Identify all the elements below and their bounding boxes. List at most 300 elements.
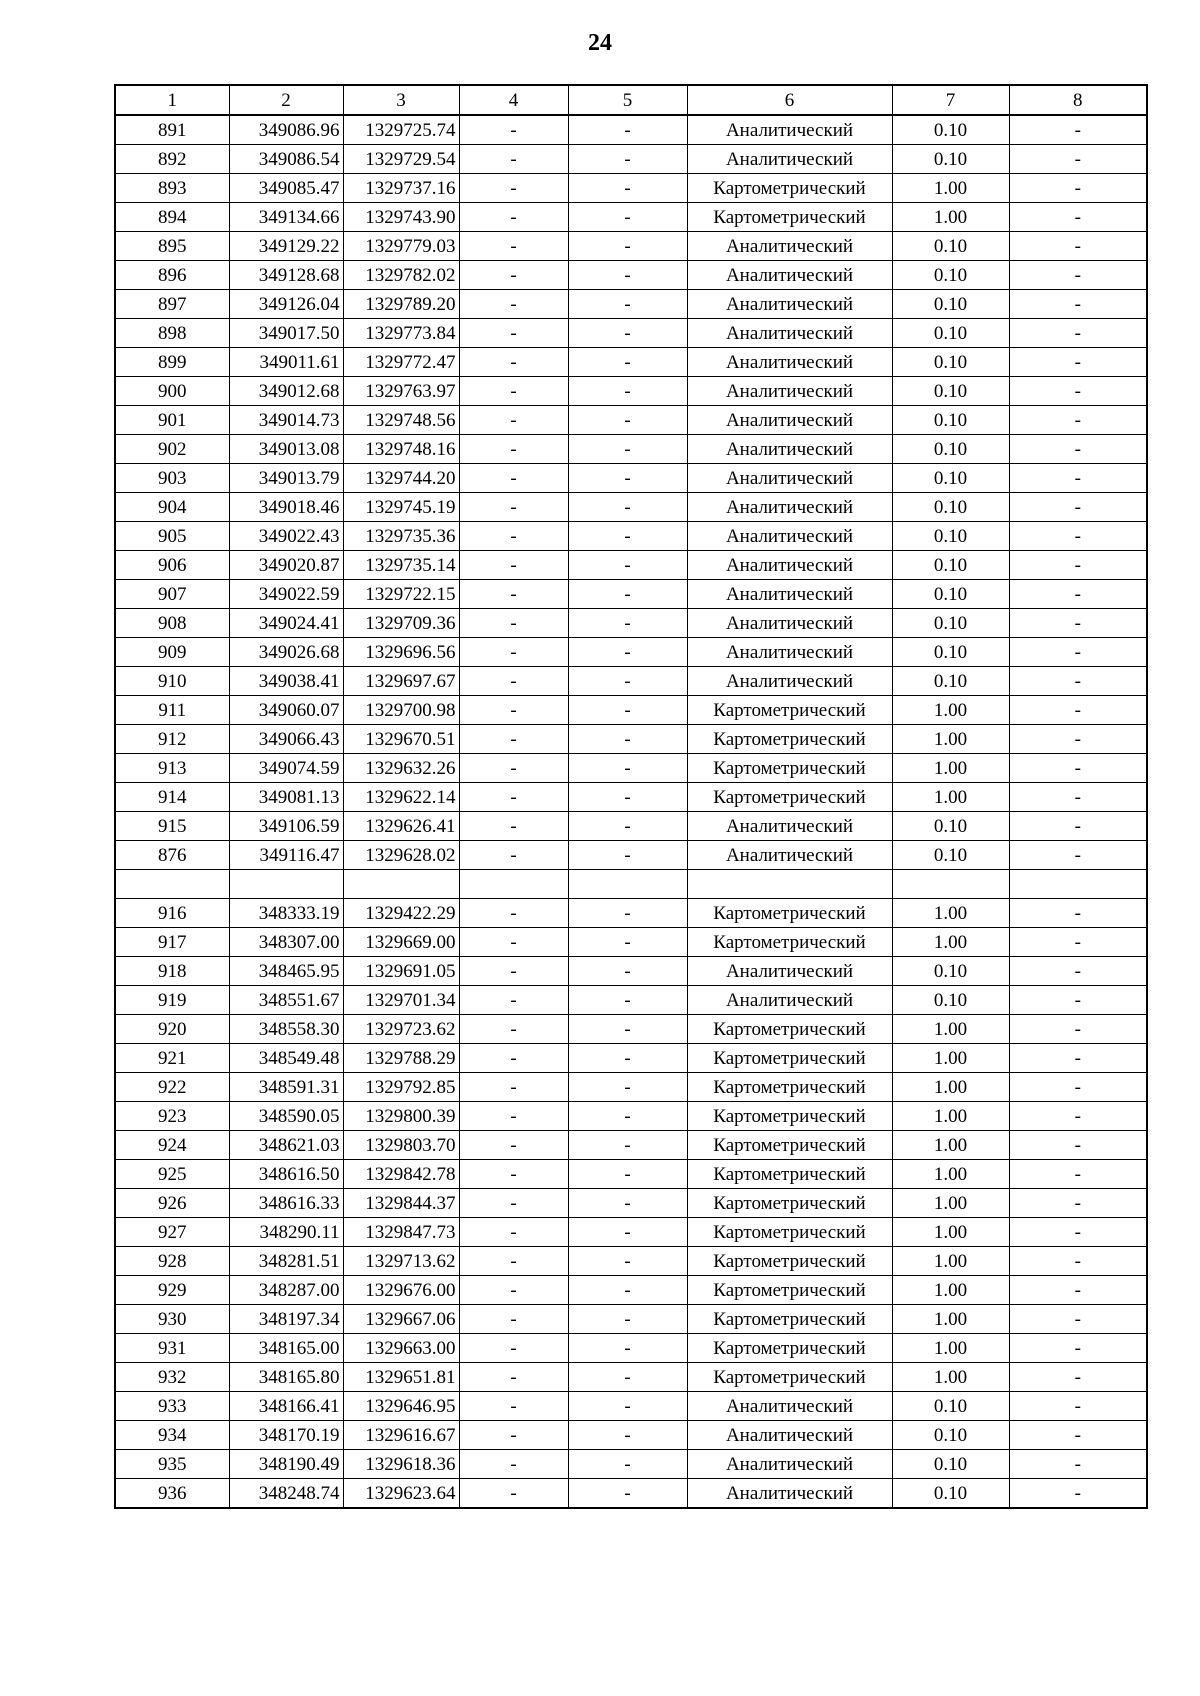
table-row (115, 115, 1147, 145)
method-cell: Аналитический (687, 986, 892, 1015)
column-5-cell: - (568, 115, 687, 145)
column-5-cell: - (568, 1421, 687, 1450)
y-coordinate-cell: 1329628.02 (343, 841, 459, 870)
y-coordinate-cell: 1329844.37 (343, 1189, 459, 1218)
y-coordinate-cell: 1329745.19 (343, 493, 459, 522)
table-row (115, 1189, 1147, 1218)
table-row (115, 609, 1147, 638)
y-coordinate-cell: 1329676.00 (343, 1276, 459, 1305)
x-coordinate-cell: 349085.47 (229, 174, 343, 203)
table-row (115, 1073, 1147, 1102)
table-row (115, 1363, 1147, 1392)
column-4-cell: - (459, 1421, 568, 1450)
table-row (115, 754, 1147, 783)
column-8-cell: - (1009, 1305, 1147, 1334)
accuracy-cell: 0.10 (892, 261, 1009, 290)
x-coordinate-cell: 348591.31 (229, 1073, 343, 1102)
method-cell: Аналитический (687, 115, 892, 145)
column-8-cell: - (1009, 1334, 1147, 1363)
point-number-cell: 911 (115, 696, 229, 725)
y-coordinate-cell: 1329422.29 (343, 899, 459, 928)
method-cell: Картометрический (687, 1073, 892, 1102)
method-cell: Аналитический (687, 319, 892, 348)
point-number-cell: 899 (115, 348, 229, 377)
point-number-cell: 936 (115, 1479, 229, 1509)
accuracy-cell: 1.00 (892, 1015, 1009, 1044)
method-cell: Аналитический (687, 841, 892, 870)
y-coordinate-cell: 1329723.62 (343, 1015, 459, 1044)
point-number-cell: 915 (115, 812, 229, 841)
point-number-cell: 893 (115, 174, 229, 203)
column-5-cell: - (568, 319, 687, 348)
column-5-cell: - (568, 435, 687, 464)
y-coordinate-cell: 1329646.95 (343, 1392, 459, 1421)
y-coordinate-cell: 1329748.56 (343, 406, 459, 435)
x-coordinate-cell: 349022.59 (229, 580, 343, 609)
column-4-cell: - (459, 1305, 568, 1334)
method-cell: Аналитический (687, 406, 892, 435)
column-8-cell: - (1009, 1276, 1147, 1305)
accuracy-cell: 1.00 (892, 696, 1009, 725)
column-4-cell: - (459, 1015, 568, 1044)
point-number-cell: 916 (115, 899, 229, 928)
table-row (115, 1334, 1147, 1363)
method-cell: Аналитический (687, 609, 892, 638)
table-row (115, 493, 1147, 522)
y-coordinate-cell: 1329773.84 (343, 319, 459, 348)
y-coordinate-cell: 1329772.47 (343, 348, 459, 377)
table-row (115, 1247, 1147, 1276)
x-coordinate-cell: 348166.41 (229, 1392, 343, 1421)
table-row (115, 232, 1147, 261)
y-coordinate-cell: 1329667.06 (343, 1305, 459, 1334)
x-coordinate-cell: 348197.34 (229, 1305, 343, 1334)
column-8-cell: - (1009, 435, 1147, 464)
x-coordinate-cell (229, 870, 343, 899)
table-row (115, 957, 1147, 986)
accuracy-cell: 0.10 (892, 667, 1009, 696)
column-8-cell: - (1009, 812, 1147, 841)
column-5-cell: - (568, 551, 687, 580)
table-row (115, 1392, 1147, 1421)
column-5-cell: - (568, 493, 687, 522)
method-cell: Аналитический (687, 1421, 892, 1450)
table-row (115, 1131, 1147, 1160)
accuracy-cell: 0.10 (892, 464, 1009, 493)
accuracy-cell: 1.00 (892, 174, 1009, 203)
y-coordinate-cell: 1329709.36 (343, 609, 459, 638)
method-cell: Аналитический (687, 290, 892, 319)
column-4-cell: - (459, 1131, 568, 1160)
column-4-cell: - (459, 899, 568, 928)
y-coordinate-cell: 1329691.05 (343, 957, 459, 986)
x-coordinate-cell: 348287.00 (229, 1276, 343, 1305)
column-5-cell: - (568, 1131, 687, 1160)
table-row (115, 551, 1147, 580)
method-cell: Картометрический (687, 696, 892, 725)
column-5-cell: - (568, 1479, 687, 1509)
column-4-cell: - (459, 1334, 568, 1363)
column-5-cell: - (568, 667, 687, 696)
column-8-cell: - (1009, 319, 1147, 348)
accuracy-cell: 0.10 (892, 348, 1009, 377)
column-4-cell: - (459, 377, 568, 406)
column-5-cell: - (568, 1276, 687, 1305)
point-number-cell: 892 (115, 145, 229, 174)
column-5-cell: - (568, 1305, 687, 1334)
column-header: 7 (892, 85, 1009, 115)
method-cell: Картометрический (687, 1160, 892, 1189)
accuracy-cell: 0.10 (892, 1450, 1009, 1479)
column-5-cell: - (568, 203, 687, 232)
point-number-cell: 904 (115, 493, 229, 522)
x-coordinate-cell: 349022.43 (229, 522, 343, 551)
accuracy-cell: 0.10 (892, 841, 1009, 870)
column-4-cell: - (459, 1247, 568, 1276)
method-cell: Картометрический (687, 754, 892, 783)
table-row (115, 986, 1147, 1015)
column-4-cell: - (459, 1363, 568, 1392)
column-4-cell (459, 870, 568, 899)
column-4-cell: - (459, 1218, 568, 1247)
y-coordinate-cell: 1329701.34 (343, 986, 459, 1015)
x-coordinate-cell: 349060.07 (229, 696, 343, 725)
accuracy-cell: 0.10 (892, 986, 1009, 1015)
point-number-cell: 876 (115, 841, 229, 870)
column-header: 3 (343, 85, 459, 115)
column-8-cell: - (1009, 1421, 1147, 1450)
method-cell: Картометрический (687, 1189, 892, 1218)
x-coordinate-cell: 348165.00 (229, 1334, 343, 1363)
accuracy-cell: 0.10 (892, 115, 1009, 145)
column-4-cell: - (459, 348, 568, 377)
table-row (115, 377, 1147, 406)
y-coordinate-cell: 1329622.14 (343, 783, 459, 812)
point-number-cell: 907 (115, 580, 229, 609)
accuracy-cell: 0.10 (892, 319, 1009, 348)
column-4-cell: - (459, 841, 568, 870)
y-coordinate-cell: 1329729.54 (343, 145, 459, 174)
x-coordinate-cell: 349129.22 (229, 232, 343, 261)
method-cell: Картометрический (687, 1276, 892, 1305)
y-coordinate-cell: 1329663.00 (343, 1334, 459, 1363)
x-coordinate-cell: 349020.87 (229, 551, 343, 580)
y-coordinate-cell: 1329743.90 (343, 203, 459, 232)
table-row (115, 1305, 1147, 1334)
x-coordinate-cell: 348551.67 (229, 986, 343, 1015)
table-row (115, 928, 1147, 957)
accuracy-cell: 0.10 (892, 1421, 1009, 1450)
column-5-cell: - (568, 609, 687, 638)
x-coordinate-cell: 349018.46 (229, 493, 343, 522)
method-cell: Аналитический (687, 667, 892, 696)
table-row (115, 1102, 1147, 1131)
table-row (115, 290, 1147, 319)
x-coordinate-cell: 348307.00 (229, 928, 343, 957)
table-row (115, 696, 1147, 725)
method-cell: Аналитический (687, 435, 892, 464)
column-4-cell: - (459, 609, 568, 638)
y-coordinate-cell: 1329788.29 (343, 1044, 459, 1073)
point-number-cell: 919 (115, 986, 229, 1015)
x-coordinate-cell: 348248.74 (229, 1479, 343, 1509)
accuracy-cell: 1.00 (892, 203, 1009, 232)
method-cell: Аналитический (687, 493, 892, 522)
column-header: 1 (115, 85, 229, 115)
table-row (115, 1160, 1147, 1189)
method-cell: Картометрический (687, 783, 892, 812)
x-coordinate-cell: 349012.68 (229, 377, 343, 406)
column-4-cell: - (459, 1044, 568, 1073)
x-coordinate-cell: 349081.13 (229, 783, 343, 812)
table-body (115, 115, 1147, 1508)
point-number-cell: 908 (115, 609, 229, 638)
y-coordinate-cell: 1329792.85 (343, 1073, 459, 1102)
column-4-cell: - (459, 435, 568, 464)
column-8-cell: - (1009, 667, 1147, 696)
column-8-cell: - (1009, 174, 1147, 203)
y-coordinate-cell: 1329669.00 (343, 928, 459, 957)
column-4-cell: - (459, 174, 568, 203)
method-cell: Картометрический (687, 1334, 892, 1363)
coordinates-table (114, 84, 1148, 1509)
point-number-cell: 898 (115, 319, 229, 348)
point-number-cell: 897 (115, 290, 229, 319)
column-5-cell: - (568, 841, 687, 870)
point-number-cell: 912 (115, 725, 229, 754)
column-8-cell (1009, 870, 1147, 899)
accuracy-cell: 1.00 (892, 1305, 1009, 1334)
y-coordinate-cell: 1329735.14 (343, 551, 459, 580)
accuracy-cell: 0.10 (892, 551, 1009, 580)
accuracy-cell (892, 870, 1009, 899)
accuracy-cell: 1.00 (892, 899, 1009, 928)
column-5-cell: - (568, 261, 687, 290)
column-4-cell: - (459, 812, 568, 841)
x-coordinate-cell: 348190.49 (229, 1450, 343, 1479)
column-5-cell: - (568, 1160, 687, 1189)
column-5-cell: - (568, 754, 687, 783)
accuracy-cell: 1.00 (892, 1189, 1009, 1218)
table-row (115, 725, 1147, 754)
table-row (115, 580, 1147, 609)
point-number-cell: 901 (115, 406, 229, 435)
column-5-cell (568, 870, 687, 899)
accuracy-cell: 0.10 (892, 406, 1009, 435)
column-5-cell: - (568, 1392, 687, 1421)
column-5-cell: - (568, 145, 687, 174)
column-4-cell: - (459, 1160, 568, 1189)
column-8-cell: - (1009, 609, 1147, 638)
column-5-cell: - (568, 1218, 687, 1247)
column-4-cell: - (459, 464, 568, 493)
method-cell: Аналитический (687, 580, 892, 609)
y-coordinate-cell: 1329748.16 (343, 435, 459, 464)
column-8-cell: - (1009, 522, 1147, 551)
method-cell: Картометрический (687, 1218, 892, 1247)
column-5-cell: - (568, 522, 687, 551)
column-8-cell: - (1009, 1131, 1147, 1160)
x-coordinate-cell: 348558.30 (229, 1015, 343, 1044)
y-coordinate-cell: 1329737.16 (343, 174, 459, 203)
column-8-cell: - (1009, 783, 1147, 812)
point-number-cell: 927 (115, 1218, 229, 1247)
accuracy-cell: 1.00 (892, 928, 1009, 957)
accuracy-cell: 0.10 (892, 232, 1009, 261)
column-4-cell: - (459, 696, 568, 725)
point-number-cell: 914 (115, 783, 229, 812)
x-coordinate-cell: 349074.59 (229, 754, 343, 783)
table-row (115, 261, 1147, 290)
x-coordinate-cell: 349066.43 (229, 725, 343, 754)
accuracy-cell: 0.10 (892, 145, 1009, 174)
column-4-cell: - (459, 667, 568, 696)
column-4-cell: - (459, 1189, 568, 1218)
point-number-cell: 909 (115, 638, 229, 667)
point-number-cell: 928 (115, 1247, 229, 1276)
column-5-cell: - (568, 377, 687, 406)
accuracy-cell: 1.00 (892, 1102, 1009, 1131)
point-number-cell: 918 (115, 957, 229, 986)
accuracy-cell: 0.10 (892, 957, 1009, 986)
table-row (115, 1450, 1147, 1479)
table-row (115, 174, 1147, 203)
point-number-cell: 895 (115, 232, 229, 261)
x-coordinate-cell: 349011.61 (229, 348, 343, 377)
accuracy-cell: 1.00 (892, 1073, 1009, 1102)
method-cell: Картометрический (687, 174, 892, 203)
column-5-cell: - (568, 232, 687, 261)
column-5-cell: - (568, 1189, 687, 1218)
x-coordinate-cell: 348621.03 (229, 1131, 343, 1160)
y-coordinate-cell: 1329626.41 (343, 812, 459, 841)
column-8-cell: - (1009, 1363, 1147, 1392)
table-row (115, 435, 1147, 464)
column-5-cell: - (568, 1073, 687, 1102)
y-coordinate-cell: 1329696.56 (343, 638, 459, 667)
column-4-cell: - (459, 493, 568, 522)
accuracy-cell: 1.00 (892, 1218, 1009, 1247)
x-coordinate-cell: 348465.95 (229, 957, 343, 986)
y-coordinate-cell: 1329782.02 (343, 261, 459, 290)
column-4-cell: - (459, 319, 568, 348)
x-coordinate-cell: 348165.80 (229, 1363, 343, 1392)
x-coordinate-cell: 348281.51 (229, 1247, 343, 1276)
x-coordinate-cell: 348170.19 (229, 1421, 343, 1450)
accuracy-cell: 0.10 (892, 1479, 1009, 1509)
column-8-cell: - (1009, 232, 1147, 261)
column-5-cell: - (568, 406, 687, 435)
column-8-cell: - (1009, 1450, 1147, 1479)
point-number-cell: 900 (115, 377, 229, 406)
method-cell: Аналитический (687, 261, 892, 290)
table-row (115, 464, 1147, 493)
column-header: 8 (1009, 85, 1147, 115)
column-5-cell: - (568, 348, 687, 377)
column-8-cell: - (1009, 899, 1147, 928)
accuracy-cell: 1.00 (892, 1247, 1009, 1276)
point-number-cell: 929 (115, 1276, 229, 1305)
column-8-cell: - (1009, 1479, 1147, 1509)
x-coordinate-cell: 349126.04 (229, 290, 343, 319)
accuracy-cell: 1.00 (892, 1276, 1009, 1305)
column-8-cell: - (1009, 580, 1147, 609)
accuracy-cell: 1.00 (892, 1044, 1009, 1073)
accuracy-cell: 1.00 (892, 1363, 1009, 1392)
column-8-cell: - (1009, 145, 1147, 174)
column-4-cell: - (459, 551, 568, 580)
column-8-cell: - (1009, 1073, 1147, 1102)
y-coordinate-cell: 1329803.70 (343, 1131, 459, 1160)
column-8-cell: - (1009, 377, 1147, 406)
y-coordinate-cell: 1329632.26 (343, 754, 459, 783)
column-5-cell: - (568, 812, 687, 841)
x-coordinate-cell: 348590.05 (229, 1102, 343, 1131)
accuracy-cell: 0.10 (892, 522, 1009, 551)
method-cell: Картометрический (687, 899, 892, 928)
x-coordinate-cell: 349024.41 (229, 609, 343, 638)
y-coordinate-cell: 1329800.39 (343, 1102, 459, 1131)
column-5-cell: - (568, 290, 687, 319)
column-4-cell: - (459, 145, 568, 174)
y-coordinate-cell: 1329789.20 (343, 290, 459, 319)
accuracy-cell: 0.10 (892, 493, 1009, 522)
accuracy-cell: 1.00 (892, 783, 1009, 812)
y-coordinate-cell: 1329725.74 (343, 115, 459, 145)
accuracy-cell: 0.10 (892, 580, 1009, 609)
table-row (115, 145, 1147, 174)
table-row (115, 667, 1147, 696)
table-row (115, 319, 1147, 348)
column-5-cell: - (568, 1044, 687, 1073)
column-5-cell: - (568, 1334, 687, 1363)
column-4-cell: - (459, 957, 568, 986)
column-4-cell: - (459, 1102, 568, 1131)
point-number-cell: 924 (115, 1131, 229, 1160)
column-8-cell: - (1009, 928, 1147, 957)
y-coordinate-cell: 1329842.78 (343, 1160, 459, 1189)
method-cell: Аналитический (687, 551, 892, 580)
y-coordinate-cell: 1329735.36 (343, 522, 459, 551)
method-cell: Аналитический (687, 232, 892, 261)
table-row (115, 1044, 1147, 1073)
point-number-cell: 925 (115, 1160, 229, 1189)
table-row (115, 203, 1147, 232)
y-coordinate-cell: 1329722.15 (343, 580, 459, 609)
table-row (115, 1218, 1147, 1247)
x-coordinate-cell: 348549.48 (229, 1044, 343, 1073)
method-cell: Картометрический (687, 928, 892, 957)
column-5-cell: - (568, 928, 687, 957)
x-coordinate-cell: 348616.33 (229, 1189, 343, 1218)
column-8-cell: - (1009, 1015, 1147, 1044)
x-coordinate-cell: 349106.59 (229, 812, 343, 841)
method-cell: Аналитический (687, 1479, 892, 1509)
column-header: 5 (568, 85, 687, 115)
point-number-cell: 894 (115, 203, 229, 232)
method-cell: Картометрический (687, 1044, 892, 1073)
point-number-cell: 896 (115, 261, 229, 290)
x-coordinate-cell: 349086.96 (229, 115, 343, 145)
column-4-cell: - (459, 1073, 568, 1102)
column-4-cell: - (459, 1276, 568, 1305)
accuracy-cell: 1.00 (892, 1131, 1009, 1160)
point-number-cell: 930 (115, 1305, 229, 1334)
x-coordinate-cell: 349013.79 (229, 464, 343, 493)
column-4-cell: - (459, 1392, 568, 1421)
table-row (115, 406, 1147, 435)
table-row (115, 899, 1147, 928)
